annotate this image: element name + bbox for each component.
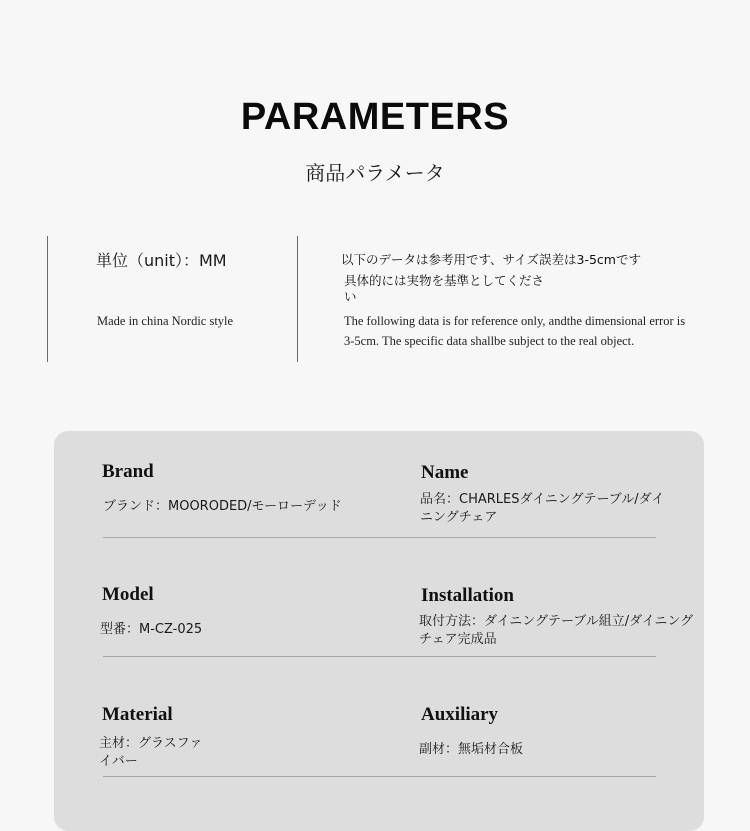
reference-note-en: The following data is for reference only, andthe dimensional error is 3-5cm. The specific data shallbe subject to the real object.: [344, 314, 686, 348]
installation-title: Installation: [421, 585, 514, 606]
model-value: 型番：M-CZ-025: [100, 622, 203, 637]
row-divider-2: [103, 656, 656, 657]
reference-note-jp-2: 具体的には実物を基準としてください: [344, 273, 545, 304]
auxiliary-value: 副材：無垢材合板: [419, 742, 524, 757]
brand-value: ブランド：MOORODED/モーローデッド: [103, 499, 342, 514]
model-title: Model: [102, 584, 154, 605]
brand-title: Brand: [102, 461, 154, 482]
divider-left: [47, 236, 48, 362]
material-value: 主材：グラスファイバー: [99, 736, 203, 769]
page-title: PARAMETERS: [240, 96, 510, 138]
material-title: Material: [102, 704, 173, 725]
origin-label: Made in china Nordic style: [97, 314, 234, 328]
reference-note-jp-1: 以下のデータは参考用です、サイズ誤差は3-5cmです: [341, 252, 641, 267]
row-divider-1: [103, 537, 656, 538]
page-subtitle: 商品パラメータ: [305, 161, 445, 185]
installation-value: 取付方法：ダイニングテーブル組立/ダイニングチェア完成品: [419, 614, 694, 647]
name-title: Name: [421, 462, 469, 483]
row-divider-3: [103, 776, 656, 777]
auxiliary-title: Auxiliary: [421, 704, 499, 725]
divider-middle: [297, 236, 298, 362]
name-value: 品名：CHARLESダイニングテーブル/ダイニングチェア: [420, 492, 665, 525]
unit-label: 単位（unit）：MM: [96, 251, 227, 270]
